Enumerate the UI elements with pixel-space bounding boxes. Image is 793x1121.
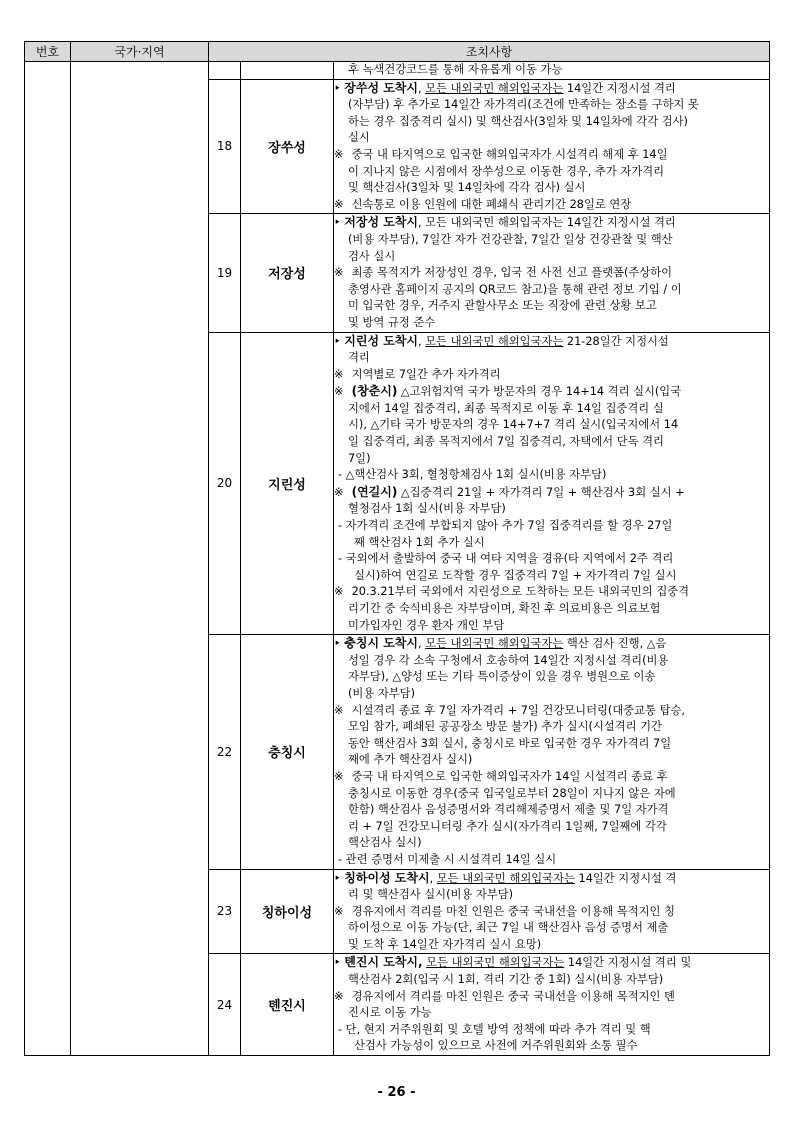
content-line	[334, 1038, 769, 1055]
note-icon: ※	[334, 147, 344, 161]
row-number: 20	[209, 332, 241, 635]
content-line	[334, 232, 769, 249]
content-line	[334, 383, 769, 401]
content-line	[334, 686, 769, 703]
bullet-icon: ‣	[334, 956, 345, 970]
note-icon: ※	[334, 266, 344, 280]
separator: ,	[418, 216, 426, 230]
line-text: 충칭시로 이동한 경우(중국 입국일로부터 28일이 지나지 않은 자에	[348, 786, 676, 800]
row-number: 23	[209, 869, 241, 954]
content-line	[334, 937, 769, 954]
line-text: 단, 현지 거주위원회 및 호텔 방역 정책에 따라 추가 격리 및 핵	[345, 1022, 651, 1036]
content-line	[334, 989, 769, 1006]
row-number: 22	[209, 635, 241, 869]
continuation-content	[334, 62, 770, 80]
note-icon: ※	[334, 769, 344, 783]
note-icon: ※	[334, 703, 344, 717]
content-line	[334, 904, 769, 921]
line-text: 진시로 이동 가능	[348, 1006, 432, 1020]
line-text: 14일간 지정시설 격리	[563, 81, 676, 95]
content-line	[334, 719, 769, 736]
line-text: 시설격리 종료 후 7일 자가격리 + 7일 건강모니터링(대중교통 탑승,	[348, 703, 685, 717]
content-line	[334, 518, 769, 535]
content-line	[334, 114, 769, 131]
outer-region-cell	[71, 62, 209, 1056]
page-number: - 26 -	[377, 1085, 416, 1100]
content-line	[334, 265, 769, 282]
line-text: 하이성으로 이동 가능(단, 최근 7일 내 핵산검사 음성 증명서 제출	[348, 921, 669, 935]
dash-icon: -	[338, 552, 346, 566]
header-measures: 조치사항	[209, 42, 770, 62]
line-text: 리 + 7일 건강모니터링 추가 실시(자가격리 1일째, 7일째에 각각	[348, 819, 667, 833]
line-text: 하는 경우 집중격리 실시) 및 핵산검사(3일차 및 14일차에 각각 검사)	[348, 114, 688, 128]
line-text: 최종 목적지가 저장성인 경우, 입국 전 사전 신고 플랫폼(주상하이	[348, 266, 673, 280]
bullet-icon: ‣	[334, 334, 345, 348]
line-text: (비용 자부담)	[348, 686, 415, 700]
bullet-icon: ‣	[334, 871, 345, 885]
line-text: 모임 참가, 폐쇄된 공공장소 방문 불가) 추가 실시(시설격리 기간	[348, 720, 662, 734]
underlined-text: 모든 내외국민 해외입국자는	[436, 871, 575, 885]
row-city: 지린성	[241, 332, 334, 635]
content-line	[334, 769, 769, 786]
content-line	[334, 130, 769, 147]
line-text: 중국 내 타지역으로 입국한 해외입국자가 14일 시설격리 종료 후	[348, 769, 668, 783]
content-line	[334, 282, 769, 299]
content-line	[334, 315, 769, 332]
line-text: 일 집중격리, 최종 목적지에서 7일 집중격리, 자택에서 단독 격리	[348, 435, 664, 449]
content-line	[334, 401, 769, 418]
content-line	[334, 972, 769, 989]
measures-table	[24, 41, 770, 1056]
dash-icon: -	[338, 468, 346, 482]
row-city: 충칭시	[241, 635, 334, 869]
row-content	[334, 332, 770, 635]
line-text: 국외에서 출발하여 중국 내 여타 지역을 경유(타 지역에서 2주 격리	[345, 552, 674, 566]
line-text: (자부담) 후 추가로 14일간 자가격리(조건에 만족하는 장소를 구하지 못	[348, 98, 699, 112]
line-text: 동안 핵산검사 3회 실시, 충칭시로 바로 입국한 경우 자가격리 7일	[348, 736, 672, 750]
bold-lead: (창춘시)	[351, 384, 398, 399]
table-header-row	[25, 42, 770, 62]
separator: ,	[429, 871, 437, 885]
underlined-text: 모든 내외국민 해외입국자는	[425, 637, 564, 651]
line-text: 신속통로 이용 인원에 대한 폐쇄식 관리기간 28일로 연장	[348, 197, 632, 211]
content-line	[334, 920, 769, 937]
content-line	[334, 1005, 769, 1022]
row-content	[334, 79, 770, 214]
content-line	[334, 164, 769, 181]
content-line	[334, 653, 769, 670]
content-line	[334, 802, 769, 819]
content-line	[334, 852, 769, 869]
content-line	[334, 887, 769, 904]
line-text: 한함) 핵산검사 음성증명서와 격리해제증명서 제출 및 7일 자가격	[348, 803, 669, 817]
line-text: 미가입자인 경우 환자 개인 부담	[348, 618, 505, 632]
line-text: 21-28일간 지정시설	[563, 334, 669, 348]
content-line	[334, 249, 769, 266]
row-number: 18	[209, 79, 241, 214]
line-text: 관련 증명서 미제출 시 시설격리 14일 실시	[345, 852, 557, 866]
content-line	[334, 669, 769, 686]
content-line	[334, 551, 769, 568]
line-text: 및 도착 후 14일간 자가격리 실시 요망)	[348, 937, 542, 951]
note-icon: ※	[334, 485, 344, 499]
continuation-line: 후 녹색건강코드를 통해 자유롭게 이동 가능	[348, 63, 563, 76]
row-content	[334, 869, 770, 954]
bold-lead: (연길시)	[351, 484, 398, 499]
content-line	[334, 835, 769, 852]
line-text: 경유지에서 격리를 마친 인원은 중국 국내선을 이용해 목적지인 칭	[348, 904, 675, 918]
underlined-text: 모든 내외국민 해외입국자는	[426, 956, 565, 970]
bold-lead: 톈진시 도착시,	[344, 955, 423, 970]
bold-lead: 충칭시 도착시	[344, 636, 418, 651]
header-region: 국가·지역	[71, 42, 209, 62]
line-text: 자가격리 조건에 부합되지 않아 추가 7일 집중격리를 할 경우 27일	[345, 519, 673, 533]
row-city: 저장성	[241, 214, 334, 332]
line-text: 지에서 14일 집중격리, 최종 목적지로 이동 후 14일 집중격리 실	[348, 401, 664, 415]
line-text: 실시	[348, 131, 370, 145]
content-line	[334, 954, 769, 972]
line-text: 이 지나지 않은 시점에서 장쑤성으로 이동한 경우, 추가 자가격리	[348, 164, 665, 178]
line-text: 14일간 지정시설 격리 및	[564, 956, 692, 970]
content-line	[334, 333, 769, 351]
content-line	[334, 703, 769, 720]
line-text: 중국 내 타지역으로 입국한 해외입국자가 시설격리 해제 후 14일	[348, 147, 668, 161]
separator: ,	[418, 81, 426, 95]
separator: ,	[418, 334, 426, 348]
line-text: 리기간 중 숙식비용은 자부담이며, 확진 후 의료비용은 의료보험	[348, 602, 661, 615]
content-line	[334, 736, 769, 753]
line-text: 경유지에서 격리를 마친 인원은 중국 국내선을 이용해 목적지인 톈	[348, 989, 675, 1003]
dash-icon: -	[338, 519, 346, 533]
num-cell	[209, 62, 241, 80]
content-line	[334, 214, 769, 232]
content-line	[334, 535, 769, 552]
content-line	[334, 298, 769, 315]
content-line	[334, 197, 769, 214]
row-content	[334, 954, 770, 1056]
note-icon: ※	[334, 989, 344, 1003]
row-content	[334, 214, 770, 332]
row-content	[334, 635, 770, 869]
content-line	[334, 484, 769, 502]
line-text: △집중격리 21일 + 자가격리 7일 + 핵산검사 3회 실시 +	[397, 485, 685, 499]
line-text: 실시)하여 연길로 도착할 경우 집중격리 7일 + 자가격리 7일 실시	[354, 568, 677, 582]
content-line	[334, 350, 769, 367]
content-line	[334, 568, 769, 585]
content-line	[334, 367, 769, 384]
note-icon: ※	[334, 904, 344, 918]
line-text: 핵산검사 실시)	[348, 836, 422, 850]
bold-lead: 장쑤성 도착시	[344, 80, 418, 95]
note-icon: ※	[334, 385, 344, 399]
row-city: 칭하이성	[241, 869, 334, 954]
line-text: 지역별로 7일간 추가 자가격리	[348, 367, 501, 381]
bullet-icon: ‣	[334, 81, 345, 95]
content-line	[334, 786, 769, 803]
content-line	[334, 752, 769, 769]
content-line	[334, 584, 769, 601]
bullet-icon: ‣	[334, 216, 345, 230]
content-line	[334, 451, 769, 468]
bullet-icon: ‣	[334, 637, 345, 651]
content-line	[334, 635, 769, 653]
line-text: 리 및 핵산검사 실시(비용 자부담)	[348, 888, 514, 902]
line-text: 산검사 가능성이 있으므로 사전에 거주위원회와 소통 필수	[354, 1039, 638, 1053]
content-line	[334, 601, 769, 618]
bold-lead: 칭하이성 도착시	[344, 870, 430, 885]
line-text: 시), △기타 국가 방문자의 경우 14+7+7 격리 실시(입국지에서 14	[348, 418, 679, 432]
line-text: △핵산검사 3회, 혈청항체검사 1회 실시(비용 자부담)	[345, 468, 607, 482]
note-icon: ※	[334, 367, 344, 381]
line-text: 미 입국한 경우, 거주지 관할사무소 또는 직장에 관련 상황 보고	[348, 299, 657, 313]
line-text: 총영사관 홈페이지 공지의 QR코드 참고)을 통해 관련 정보 기입 / 이	[348, 282, 682, 296]
row-city: 장쑤성	[241, 79, 334, 214]
content-line	[334, 180, 769, 197]
line-text: 격리	[348, 351, 370, 365]
line-text: △고위험지역 국가 방문자의 경우 14+14 격리 실시(입국	[397, 385, 682, 399]
content-line	[334, 97, 769, 114]
line-text: 자부담), △양성 또는 기타 특이증상이 있을 경우 병원으로 이송	[348, 670, 656, 684]
line-text: 혈청검사 1회 실시(비용 자부담)	[348, 502, 506, 516]
separator: ,	[418, 637, 426, 651]
outer-number-cell	[25, 62, 71, 1056]
bold-lead: 저장성 도착시	[344, 215, 418, 230]
bold-lead: 지린성 도착시	[344, 333, 418, 348]
content-line	[334, 819, 769, 836]
content-line	[334, 1022, 769, 1039]
line-text: (비용 자부담), 7일간 자가 건강관찰, 7일간 일상 건강관찰 및 핵산	[348, 232, 673, 246]
dash-icon: -	[338, 852, 346, 866]
underlined-text: 모든 내외국민 해외입국자는	[425, 334, 564, 348]
content-line	[334, 417, 769, 434]
continuation-row	[25, 62, 770, 80]
underlined-text: 모든 내외국민 해외입국자는	[425, 81, 564, 95]
table-body	[25, 62, 770, 1056]
note-icon: ※	[334, 585, 344, 599]
line-text: 째에 추가 핵산검사 실시)	[348, 753, 473, 767]
line-text: 모든 내외국민 해외입국자는 14일간 지정시설 격리	[425, 216, 676, 230]
header-number: 번호	[25, 42, 71, 62]
content-line	[334, 434, 769, 451]
line-text: 째 핵산검사 1회 추가 실시	[354, 535, 485, 549]
line-text: 및 방역 규정 준수	[348, 315, 436, 329]
content-line	[334, 618, 769, 635]
dash-icon: -	[338, 1022, 346, 1036]
line-text: 핵산 검사 진행, △음	[563, 637, 667, 651]
city-cell	[241, 62, 334, 80]
content-line	[334, 80, 769, 98]
line-text: 7일)	[348, 451, 371, 465]
content-line	[334, 147, 769, 164]
content-line	[334, 467, 769, 484]
row-city: 톈진시	[241, 954, 334, 1056]
note-icon: ※	[334, 197, 344, 211]
content-line	[334, 870, 769, 888]
line-text: 핵산검사 2회(입국 시 1회, 격리 기간 중 1회) 실시(비용 자부담)	[348, 973, 664, 987]
row-number: 24	[209, 954, 241, 1056]
content-line	[334, 501, 769, 518]
line-text: 14일간 지정시설 격	[574, 871, 677, 885]
line-text: 20.3.21부터 국외에서 지린성으로 도착하는 모든 내외국민의 집중격	[348, 585, 690, 599]
line-text: 및 핵산검사(3일차 및 14일차에 각각 검사) 실시	[348, 181, 586, 195]
row-number: 19	[209, 214, 241, 332]
line-text: 검사 실시	[348, 249, 396, 263]
line-text: 성일 경우 각 소속 구청에서 호송하여 14일간 지정시설 격리(비용	[348, 653, 669, 667]
